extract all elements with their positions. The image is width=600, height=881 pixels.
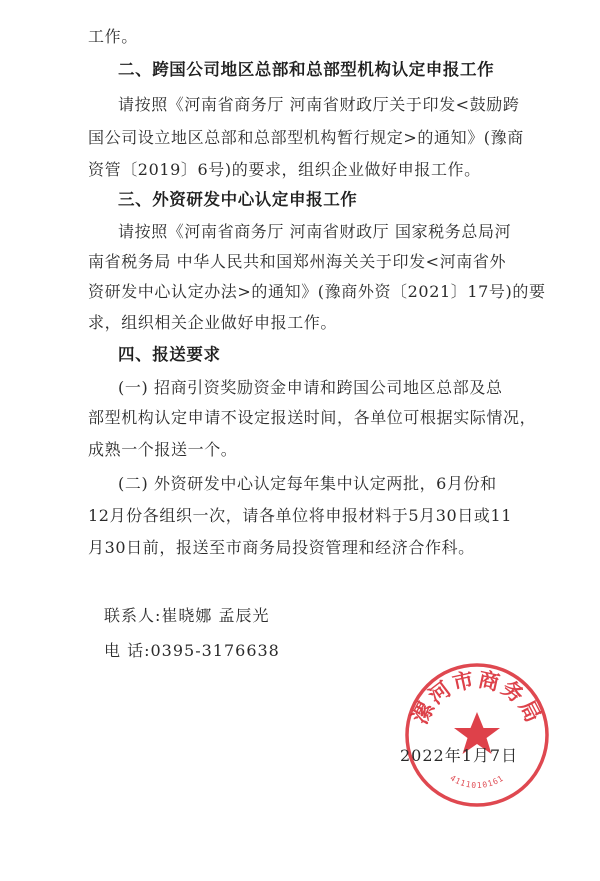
section-heading: 二、跨国公司地区总部和总部型机构认定申报工作 xyxy=(118,60,495,79)
body-line: 资管〔2019〕6号)的要求，组织企业做好申报工作。 xyxy=(88,160,481,179)
body-line: 国公司设立地区总部和总部型机构暂行规定>的通知》(豫商 xyxy=(88,128,524,147)
svg-text:4111010161: 4111010161 xyxy=(448,773,506,791)
body-line: 月30日前，报送至市商务局投资管理和经济合作科。 xyxy=(88,538,475,557)
body-line: 求，组织相关企业做好申报工作。 xyxy=(88,313,338,332)
contact-phone: 电 话:0395-3176638 xyxy=(104,641,280,660)
section-heading: 三、外资研发中心认定申报工作 xyxy=(118,190,358,209)
body-line: 工作。 xyxy=(88,27,138,46)
official-seal-stamp xyxy=(402,660,552,810)
body-line: 成熟一个报送一个。 xyxy=(88,440,238,459)
svg-text:漯河市商务局: 漯河市商务局 xyxy=(407,667,547,728)
body-line: 南省税务局 中华人民共和国郑州海关关于印发<河南省外 xyxy=(88,252,507,271)
body-line: (一) 招商引资奖励资金申请和跨国公司地区总部及总 xyxy=(118,378,503,397)
body-line: 部型机构认定申请不设定报送时间，各单位可根据实际情况， xyxy=(88,408,537,427)
body-line: 请按照《河南省商务厅 河南省财政厅关于印发<鼓励跨 xyxy=(118,95,520,114)
contact-person: 联系人:崔晓娜 孟辰光 xyxy=(104,606,270,625)
body-line: 资研发中心认定办法>的通知》(豫商外资〔2021〕17号)的要 xyxy=(88,282,546,301)
body-line: (二) 外资研发中心认定每年集中认定两批，6月份和 xyxy=(118,474,497,493)
section-heading: 四、报送要求 xyxy=(118,345,221,364)
document-date: 2022年1月7日 xyxy=(400,746,519,765)
body-line: 请按照《河南省商务厅 河南省财政厅 国家税务总局河 xyxy=(118,222,512,241)
body-line: 12月份各组织一次，请各单位将申报材料于5月30日或11 xyxy=(88,506,513,525)
